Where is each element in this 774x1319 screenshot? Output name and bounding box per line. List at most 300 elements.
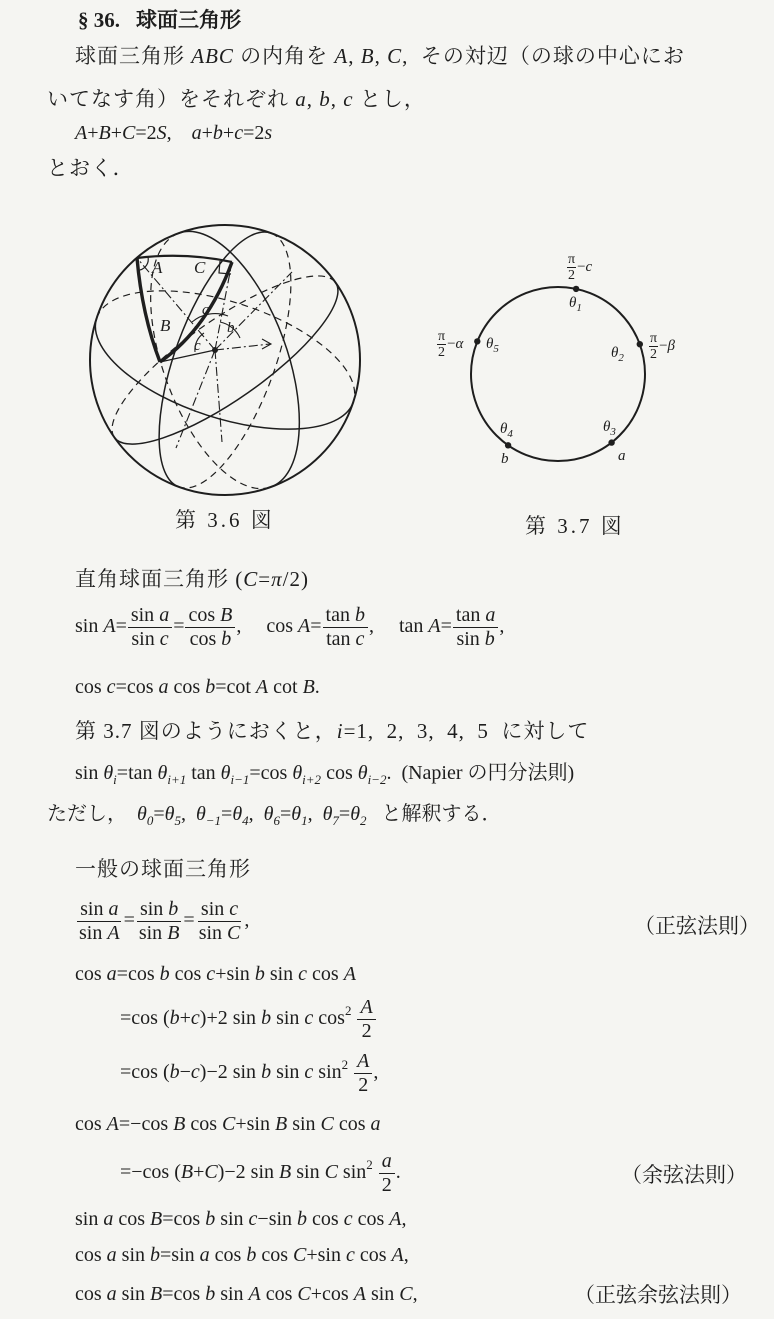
fraction-denominator [453,628,497,651]
text-run: ただし， [47,803,137,825]
math-variable: B [167,922,180,944]
subscript: 7 [332,813,339,828]
text-run: cos [333,1113,371,1135]
math-variable: θ [500,421,508,437]
fraction-denominator [323,628,367,651]
text-run: )+2 sin [199,1007,262,1030]
math-variable: A [103,615,116,638]
math-variable: c [190,1007,200,1030]
math-variable: θ [232,803,243,825]
text-run: sin [130,604,160,626]
point-theta3 [608,439,614,445]
text-run: , [374,44,388,68]
formula-line [75,1281,418,1307]
formula-line [75,1111,381,1137]
point-a-label: a [618,448,626,464]
math-variable: c [159,628,169,650]
fraction [185,604,235,651]
math-variable: c [343,87,354,111]
math-variable: S [156,122,167,144]
math-variable: C [292,1244,307,1266]
math-variable: C [243,567,259,591]
text-run: sin [271,1007,305,1030]
napier-rule-line [75,760,574,793]
subscript: i−2 [367,772,387,787]
fraction-numerator [357,996,375,1020]
math-variable: i [336,719,344,743]
text-run: , [248,803,264,825]
math-variable: A [334,44,349,68]
math-variable: c [585,258,593,275]
text-run: , [180,803,196,825]
text-run: =−cos ( [120,1161,181,1184]
text-run: とおく． [47,156,135,180]
fraction-numerator [453,604,498,628]
math-variable: θ [137,803,147,825]
law-of-sines-label: （正弦法則） [634,914,760,938]
math-variable: a [191,122,202,144]
text-run: の内角を [233,44,335,68]
text-run: sin [337,1161,367,1184]
intro-line-2 [47,86,426,112]
math-variable: a [106,1244,117,1266]
math-variable: c [248,1208,258,1230]
text-run: 2 [358,1074,369,1096]
vertex-b-label: B [160,316,171,335]
right-part-label [648,331,675,362]
subscript: 6 [273,813,280,828]
math-variable: a [158,676,169,698]
text-run: − [577,258,586,275]
math-variable: ABC [191,44,234,68]
sphere-center-point [212,347,218,353]
general-triangle-heading [75,856,251,882]
math-variable: A [298,615,311,638]
fraction-numerator [379,1150,395,1174]
text-run: sin [271,1061,305,1084]
text-run: , [330,87,344,111]
math-variable: a [106,1283,117,1305]
math-variable: C [204,1161,218,1184]
text-run: = [153,803,165,825]
text-run: + [110,122,122,144]
text-run: 2 [438,345,446,360]
math-variable: θ [569,295,577,311]
subscript: 4 [507,428,513,440]
point-theta2 [637,341,643,347]
math-variable: c [345,1244,355,1266]
text-run: tan [455,604,486,626]
subscript: i+2 [302,772,322,787]
math-variable: C [387,44,403,68]
text-run: sin [264,963,299,985]
math-variable: b [261,1007,272,1030]
formula-line [75,898,249,945]
text-run: cos [260,1283,298,1305]
math-variable: b [319,87,331,111]
text-run: , [307,803,323,825]
math-variable: a [199,1244,210,1266]
text-run: − [659,337,668,354]
text-run: cos [75,1283,107,1305]
fraction-numerator [77,898,121,922]
fraction-denominator [359,1020,375,1043]
text-run: cos [189,628,222,650]
fraction-numerator [185,604,235,628]
math-variable: C [222,1113,236,1135]
fraction-denominator [379,1174,395,1197]
text-run: = [279,803,292,825]
text-run: sin [200,898,230,920]
math-variable: B [173,1113,186,1135]
text-run: tan [325,604,355,626]
math-variable: c [229,898,239,920]
point-theta5 [474,338,480,344]
math-variable: B [360,44,375,68]
text-run: = [440,615,452,638]
subscript: 2 [618,352,624,364]
text-run: sin [75,615,104,638]
math-variable: θ [157,762,168,784]
section-number: § 36. [78,8,120,32]
subscript: 1 [301,813,308,828]
text-run: +sin [235,1113,275,1135]
theta3-label [603,419,616,440]
formula-line [120,1050,378,1097]
math-variable: B [150,1208,163,1230]
math-variable: C [324,1161,338,1184]
fraction-numerator [437,329,446,345]
text-run: , その対辺（の球の中心にお [402,44,685,68]
math-variable: θ [486,336,494,352]
figure-3-7-caption: 第 3.7 図 [525,514,625,538]
subscript: i+1 [167,772,187,787]
text-line [75,718,589,744]
subscript: 2 [360,813,367,828]
text-run: sin [215,1208,249,1230]
text-run: =cos [116,963,160,985]
left-part-label [436,329,463,360]
text-run: = [221,803,233,825]
point-b-label: b [501,451,509,467]
text-run: , [401,1208,407,1230]
math-variable: b [212,122,223,144]
math-variable: A [360,996,373,1018]
side-a-label: a [202,302,210,318]
radius-line [215,344,270,350]
text-run: =cos [249,762,293,784]
math-variable: C [320,1113,334,1135]
math-variable: C [227,922,241,944]
text-run: tan [186,762,221,784]
text-run: , [499,615,505,638]
text-run: sin [139,898,169,920]
math-variable: b [297,1208,308,1230]
text-run: − [179,1061,191,1084]
text-run: 2 [381,1174,392,1196]
theta5-label [486,336,499,357]
figure-3-6-caption: 第 3.6 図 [175,508,275,532]
text-run: cos [75,676,107,698]
math-variable: θ [164,803,175,825]
text-run: π [650,331,658,346]
math-variable: θ [603,419,611,435]
text-run: )−2 sin [217,1161,280,1184]
math-variable: A [391,1244,404,1266]
fraction [567,252,576,283]
right-triangle-heading [75,566,309,592]
text-run: =cos [115,676,159,698]
subscript: 5 [493,343,499,355]
math-variable: a [159,604,170,626]
text-run: + [201,122,213,144]
math-variable: a [103,1208,114,1230]
math-variable: C [122,122,136,144]
fraction-denominator [196,922,244,945]
math-variable: c [106,676,116,698]
math-variable: θ [103,762,114,784]
text-run: = [183,909,195,932]
theta4-label [500,421,513,442]
text-run: 2 [568,268,576,283]
text-run: )−2 sin [199,1061,262,1084]
math-variable: θ [291,803,302,825]
text-run: , cos [236,615,299,638]
fraction [354,1050,372,1097]
text-run: =cos ( [120,1061,170,1084]
text-run: = [310,615,322,638]
point-theta1 [573,286,579,292]
subscript: 4 [242,813,249,828]
fraction-denominator [187,628,235,651]
text-run: cos [75,963,107,985]
math-variable: s [264,122,273,144]
text-run [351,1007,356,1029]
fraction-numerator [198,898,241,922]
text-run: + [87,122,99,144]
fraction-denominator [76,922,123,945]
math-variable: A [255,676,269,698]
subscript: 5 [174,813,181,828]
radius-line [215,350,222,442]
math-variable: b [150,1244,161,1266]
math-variable: A [75,122,88,144]
formula-line [75,604,504,651]
text-run: , [373,1061,379,1084]
subscript: i [113,772,117,787]
law-of-cosines-label: （余弦法則） [621,1163,747,1187]
text-run: π [438,329,446,344]
section-title: 球面三角形 [136,8,241,32]
superscript: 2 [344,1003,352,1019]
fraction-numerator [128,604,172,628]
math-variable: C [399,1283,413,1305]
section-heading [78,6,241,34]
fraction-numerator [323,604,368,628]
text-run: = [123,909,135,932]
text-run [373,1161,378,1183]
text-run: =2 [243,122,265,144]
formula-line [75,1206,407,1232]
text-run: . [314,676,320,698]
intro-line-4 [47,155,135,181]
text-run: cos [75,1113,107,1135]
math-variable: b [169,1061,180,1084]
fraction [649,331,658,362]
text-run: , [166,122,192,144]
text-run: sin [456,628,485,650]
formula-line [75,961,356,987]
text-run: /2) [282,567,309,591]
text-run: sin [138,922,168,944]
math-variable: b [261,1061,272,1084]
fraction-denominator [437,345,446,360]
fraction [196,898,244,945]
math-variable: b [205,1283,216,1305]
fraction [453,604,498,651]
text-run: =tan [116,762,158,784]
math-variable: A [343,963,356,985]
text-run: , tan [368,615,429,638]
text-run: +sin [306,1244,346,1266]
text-run: sin [198,922,228,944]
fraction [136,898,183,945]
math-variable: c [190,1061,200,1084]
text-run: sin [291,1161,325,1184]
math-variable: θ [195,803,206,825]
text-run [348,1061,353,1083]
fraction [128,604,172,651]
point-theta4 [505,442,511,448]
formula-line [75,1242,409,1268]
math-variable: c [355,628,365,650]
text-run: とし， [353,87,426,111]
math-variable: α [455,335,464,352]
text-run: sin [131,628,160,650]
text-run: + [222,122,235,144]
fraction-denominator [128,628,171,651]
text-run: =cot [215,676,256,698]
math-variable: A [389,1208,402,1230]
math-variable: β [667,337,676,354]
theta2-label [611,345,624,366]
text-run: =sin [160,1244,200,1266]
text-run: cos [352,1208,390,1230]
math-variable: b [205,1208,216,1230]
text-run: =cos [162,1283,206,1305]
text-run: 直角球面三角形 ( [75,567,244,591]
text-run: cos [188,604,221,626]
text-run: sin [116,1283,151,1305]
sphere-outline [90,225,360,495]
text-run: sin [80,898,109,920]
math-variable: θ [357,762,368,784]
math-variable: A [428,615,441,638]
text-run: cos [113,1208,151,1230]
math-variable: θ [292,762,303,784]
text-run: 一般の球面三角形 [75,857,251,881]
math-variable: b [484,628,495,650]
math-variable: b [246,1244,257,1266]
text-run: , [403,1244,409,1266]
math-variable: A [248,1283,261,1305]
side-b-label: b [227,320,235,336]
text-run: sin [215,1283,249,1305]
text-run: cos [313,1007,345,1030]
text-run: sin [287,1113,321,1135]
math-variable: θ [263,803,274,825]
math-variable: b [169,1007,180,1030]
text-run: = [173,615,185,638]
angle-mark-a [140,257,148,270]
subscript: 0 [146,813,154,828]
fraction [76,898,123,945]
radius-line [215,272,292,350]
vertex-c-label: C [194,258,206,277]
sphere-figure [80,210,380,510]
text-run: , [244,909,250,932]
math-variable: c [206,963,216,985]
text-run: = [115,615,127,638]
math-variable: b [159,963,170,985]
text-run: 2 [650,347,658,362]
text-run: 球面三角形 [75,44,192,68]
math-variable: B [274,1113,288,1135]
math-variable: A [107,922,120,944]
text-run: sin [75,1208,104,1230]
fraction [323,604,368,651]
napier-circle [471,287,645,461]
text-run: cos [185,1113,222,1135]
math-variable: θ [350,803,361,825]
fraction-denominator [567,268,576,283]
fraction-denominator [355,1074,371,1097]
text-run: + [193,1161,205,1184]
subscript: i−1 [230,772,250,787]
fraction-numerator [137,898,181,922]
text-run: =2 [135,122,157,144]
superscript: 2 [341,1057,349,1073]
text-run: = [338,803,351,825]
angle-arc-a [192,314,228,322]
text-run: , [348,44,361,68]
math-variable: c [298,963,308,985]
math-variable: B [180,1161,194,1184]
text-run: cos [354,1244,392,1266]
text-run: sin [75,762,104,784]
top-part-label [566,252,592,283]
math-variable: A [353,1283,366,1305]
math-variable: a [295,87,307,111]
formula-line [120,996,377,1043]
radius-line [176,350,215,448]
text-run: =−cos [118,1113,174,1135]
side-c-label: c [194,338,201,354]
math-variable: θ [322,803,333,825]
text-run: +cos [310,1283,354,1305]
math-variable: A [106,1113,119,1135]
formula-line [120,1150,401,1197]
math-variable: A [357,1050,370,1072]
text-run: . [395,1161,401,1184]
fraction [437,329,446,360]
fraction-denominator [649,347,658,362]
math-variable: b [354,604,365,626]
text-run: − [447,335,456,352]
intro-line-3 [75,120,272,146]
math-variable: C [297,1283,311,1305]
text-run: =cos [162,1208,206,1230]
